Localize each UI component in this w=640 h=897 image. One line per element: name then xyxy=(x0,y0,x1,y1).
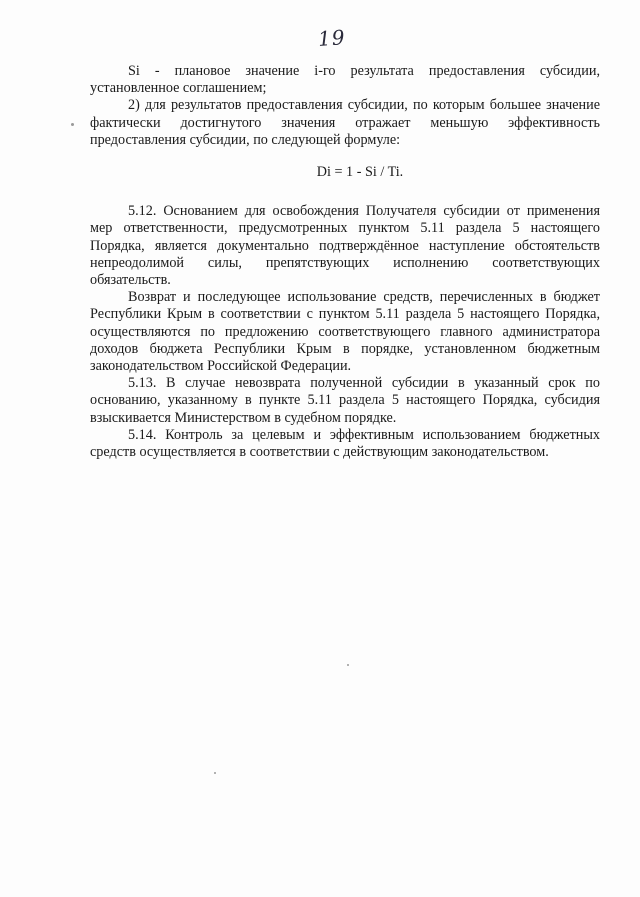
scan-speck xyxy=(214,772,216,774)
handwritten-page-number: 19 xyxy=(317,25,347,51)
formula: Di = 1 - Si / Ti. xyxy=(316,164,404,181)
paragraph-refund: Возврат и последующее использование средств, перечисленных в бюджет Республики Крым в соответствии с пунктом 5.11 раздела 5 настоящего Порядка, осуществляются по предложению соответствующего главного администратора доходов бюджета Республики Крым в порядке, установленном бюджетным законодательством Российской Федерации. xyxy=(90,289,600,375)
section-5-12: 5.12. Основанием для освобождения Получателя субсидии от применения мер ответственности, предусмотренных пунктом 5.11 раздела 5 настоящего Порядка, является документально подтверждённое наступление обстоятельств непреодолимой силы, препятствующих исполнению соответствующих обязательств. xyxy=(90,203,600,289)
paragraph-item-2: 2) для результатов предоставления субсидии, по которым большее значение фактически достигнутого значения отражает меньшую эффективность предоставления субсидии, по следующей формуле: xyxy=(90,97,600,148)
scan-speck xyxy=(71,123,74,126)
section-5-13: 5.13. В случае невозврата полученной субсидии в указанный срок по основанию, указанному в пункте 5.11 раздела 5 настоящего Порядка, субсидия взыскивается Министерством в судебном порядке. xyxy=(90,375,600,426)
scan-speck xyxy=(347,664,349,666)
section-5-14: 5.14. Контроль за целевым и эффективным использованием бюджетных средств осуществляется в соответствии с действующим законодательством. xyxy=(90,426,600,461)
paragraph-si-definition: Si - плановое значение i-го результата предоставления субсидии, установленное соглашением; xyxy=(90,63,600,97)
body-text xyxy=(90,63,600,461)
